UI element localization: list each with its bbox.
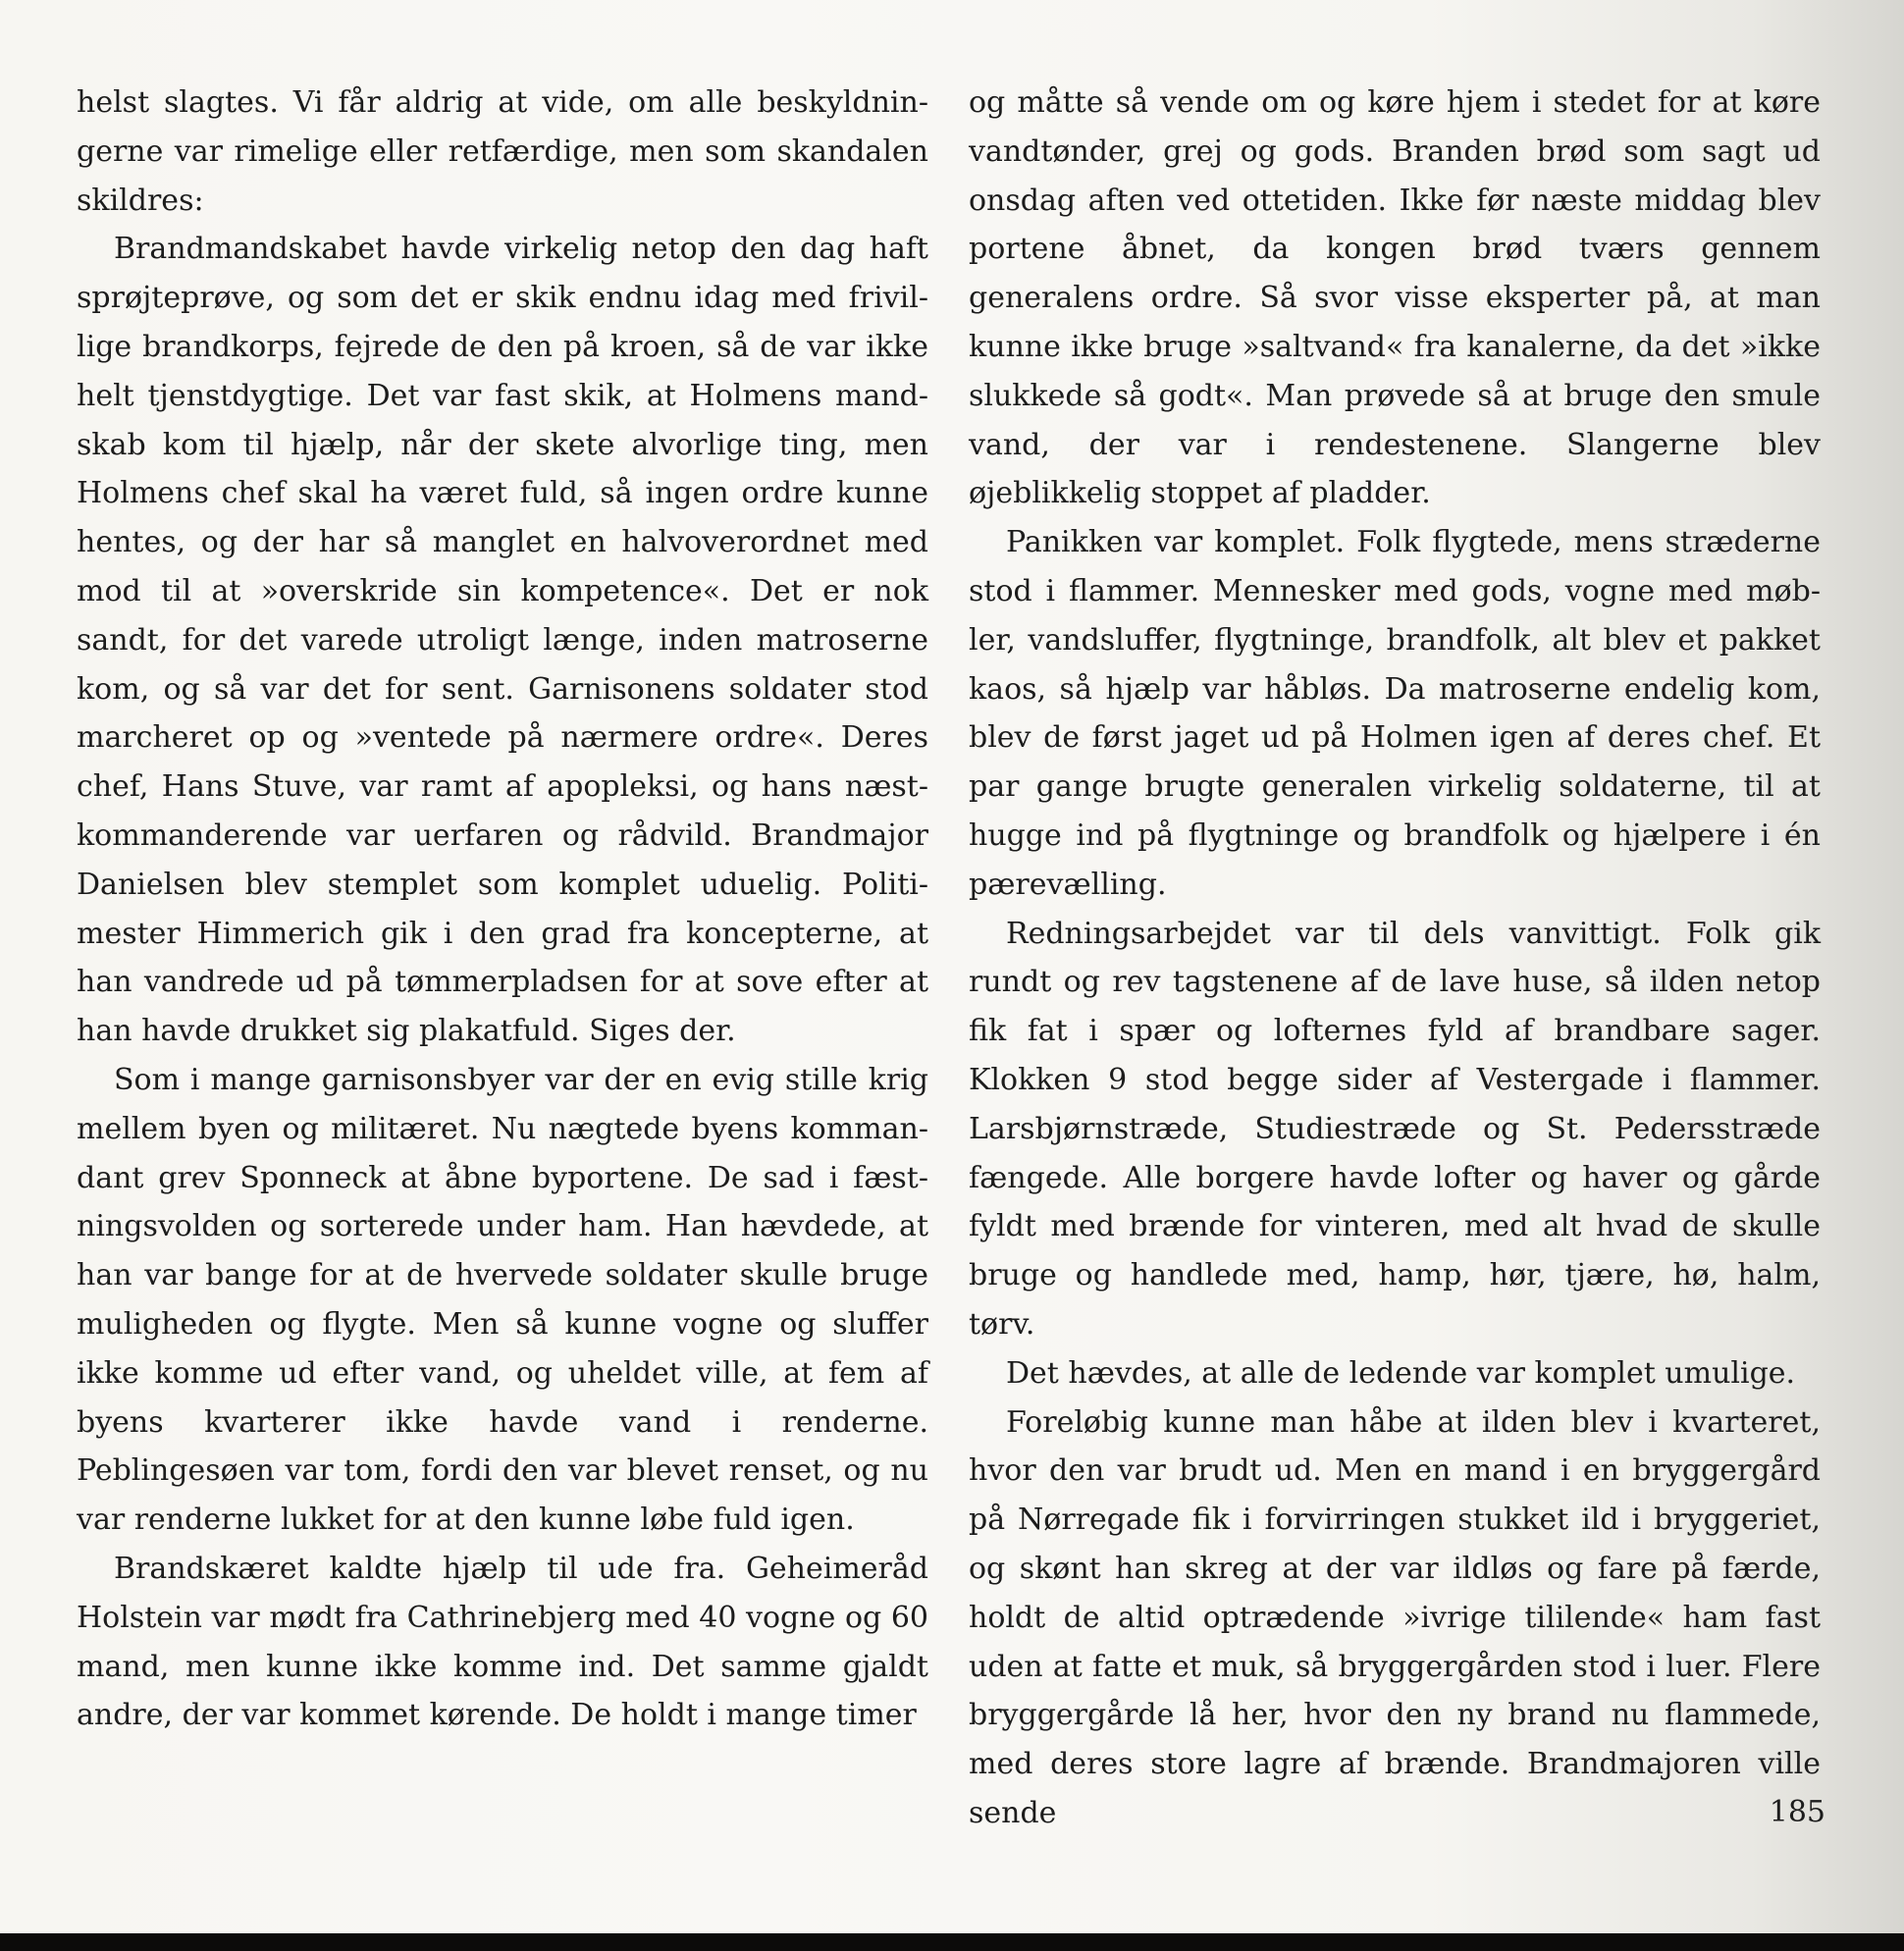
paragraph: Foreløbig kunne man håbe at ilden blev i kvarteret, hvor den var brudt ud. Men en mand i en bryggergård på Nørregade fik i forvirringen stukket ild i bryggeriet, og skønt han skreg at der var ildløs og fare på færde, holdt de altid optrædende »ivrige tililende« ham fast uden at fatte et muk, så bryggergården stod i luer. Flere bryggergårde lå her, hvor den ny brand nu flammede, med deres store lagre af brænde. Brandmajoren ville sende [969, 1404, 1821, 1830]
paragraph: Som i mange garnisonsbyer var der en evig stille krig mellem byen og militæret. Nu nægtede byens kommandant grev Sponneck at åbne byportene. De sad i fæstningsvolden og sorterede under ham. Han hævdede, at han var bange for at de hvervede soldater skulle bruge muligheden og flygte. Men så kunne vogne og sluffer ikke komme ud efter vand, og uheldet ville, at fem af byens kvarterer ikke havde vand i renderne. Peblingesøen var tom, fordi den var blevet renset, og nu var renderne lukket for at den kunne løbe fuld igen. [77, 1062, 928, 1538]
paragraph: helst slagtes. Vi får aldrig at vide, om alle beskyldningerne var rimelige eller retfærdige, men som skandalen skildres: [77, 85, 928, 218]
paragraph: Redningsarbejdet var til dels vanvittigt. Folk gik rundt og rev tagstenene af de lave huse, så ilden netop fik fat i spær og lofternes fyld af brandbare sager. Klokken 9 stod begge sider af Vestergade i flammer. Larsbjørnstræde, Studiestræde og St. Pedersstræde fængede. Alle borgere havde lofter og haver og gårde fyldt med brænde for vinteren, med alt hvad de skulle bruge og handlede med, hamp, hør, tjære, hø, halm, tørv. [969, 916, 1821, 1342]
paragraph: Brandmandskabet havde virkelig netop den dag haft sprøjteprøve, og som det er skik endnu idag med frivillige brandkorps, fejrede de den på kroen, så de var ikke helt tjenstdygtige. Det var fast skik, at Holmens mandskab kom til hjælp, når der skete alvorlige ting, men Holmens chef skal ha været fuld, så ingen ordre kunne hentes, og der har så manglet en halvoverordnet med mod til at »overskride sin kompetence«. Det er nok sandt, for det varede utroligt længe, inden matroserne kom, og så var det for sent. Garnisonens soldater stod marcheret op og »ventede på nærmere ordre«. Deres chef, Hans Stuve, var ramt af apopleksi, og hans næstkommanderende var uerfaren og rådvild. Brandmajor Danielsen blev stemplet som komplet uduelig. Politimester Himmerich gik i den grad fra koncepterne, at han vandrede ud på tømmerpladsen for at sove efter at han havde drukket sig plakatfuld. Siges der. [77, 232, 928, 1049]
paragraph: og måtte så vende om og køre hjem i stedet for at køre vandtønder, grej og gods. Branden brød som sagt ud onsdag aften ved ottetiden. Ikke før næste middag blev portene åbnet, da kongen brød tværs gennem generalens ordre. Så svor visse eksperter på, at man kunne ikke bruge »saltvand« fra kanalerne, da det »ikke slukkede så godt«. Man prøvede så at bruge den smule vand, der var i rendestenene. Slangerne blev øjeblikkelig stoppet af pladder. [969, 85, 1821, 511]
paragraph: Det hævdes, at alle de ledende var komplet umulige. [1006, 1355, 1796, 1391]
scan-edge [0, 1933, 1904, 1951]
page-number: 185 [1769, 1795, 1825, 1829]
paragraph: Panikken var komplet. Folk flygtede, mens stræderne stod i flammer. Mennesker med gods, vogne med møbler, vandsluffer, flygtninge, brandfolk, alt blev et pakket kaos, så hjælp var håbløs. Da matroserne endelig kom, blev de først jaget ud på Holmen igen af deres chef. Et par gange brugte generalen virkelig soldaterne, til at hugge ind på flygtninge og brandfolk og hjælpere i én pærevælling. [969, 525, 1821, 902]
left-text-column [77, 79, 928, 1740]
right-text-column [969, 79, 1821, 1838]
paragraph: Brandskæret kaldte hjælp til ude fra. Geheimeråd Holstein var mødt fra Cathrinebjerg med 40 vogne og 60 mand, men kunne ikke komme ind. Det samme gjaldt andre, der var kommet kørende. De holdt i mange timer [77, 1551, 928, 1733]
